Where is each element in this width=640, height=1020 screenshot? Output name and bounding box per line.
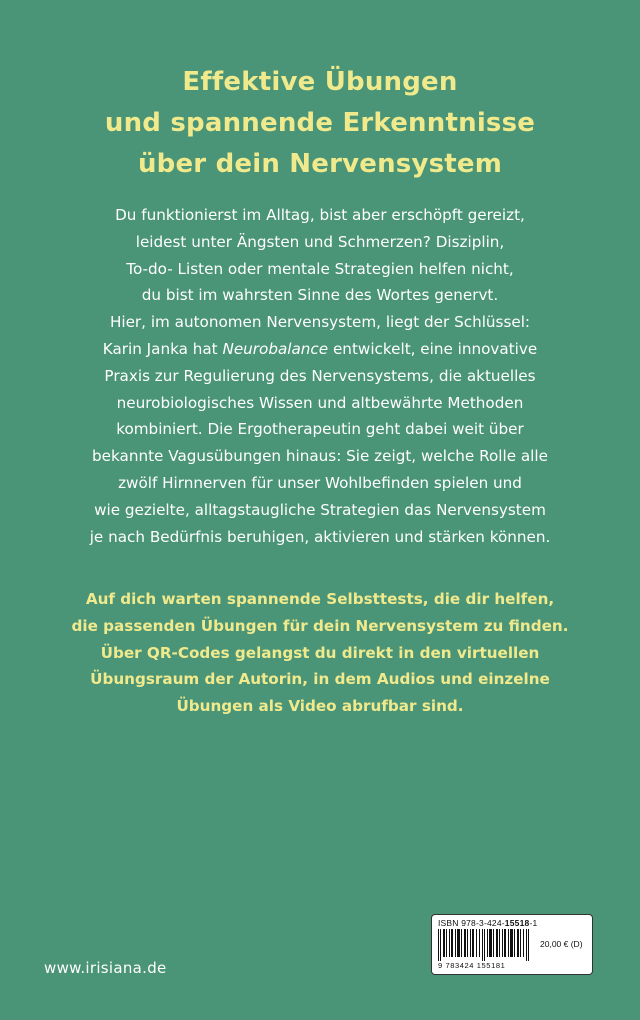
headline-line-1: Effektive Übungen bbox=[182, 67, 458, 97]
highlight-line: Übungen als Video abrufbar sind. bbox=[176, 697, 464, 716]
highlight-line: Auf dich warten spannende Selbsttests, die dir helfen, bbox=[85, 590, 555, 608]
description-text: Karin Janka hat bbox=[102, 339, 223, 358]
description-line bbox=[0, 336, 640, 363]
description-line: zwölf Hirnnerven für unser Wohlbefinden spielen und bbox=[118, 473, 522, 492]
headline-line-2: und spannende Erkenntnisse bbox=[104, 108, 536, 138]
description-line: kombiniert. Die Ergotherapeutin geht dabei weit über bbox=[116, 420, 524, 439]
description-line: du bist im wahrsten Sinne des Wortes genervt. bbox=[141, 286, 499, 305]
highlight-line: Übungsraum der Autorin, in dem Audios und einzelne bbox=[90, 670, 550, 689]
barcode-label bbox=[431, 914, 593, 975]
method-name: Neurobalance bbox=[222, 339, 329, 358]
description-line: bekannte Vagusübungen hinaus: Sie zeigt, welche Rolle alle bbox=[92, 447, 548, 466]
description-line: Hier, im autonomen Nervensystem, liegt der Schlüssel: bbox=[109, 313, 531, 332]
description-line: je nach Bedürfnis beruhigen, aktivieren und stärken können. bbox=[89, 527, 551, 546]
description-line: leidest unter Ängsten und Schmerzen? Disziplin, bbox=[135, 232, 505, 251]
barcode-icon bbox=[436, 929, 536, 961]
price-label: 20,00 € (D) bbox=[540, 939, 583, 949]
highlight-line: Über QR-Codes gelangst du direkt in den virtuellen bbox=[100, 643, 540, 662]
description-paragraph bbox=[0, 202, 640, 550]
description-line: To-do- Listen oder mentale Strategien helfen nicht, bbox=[126, 259, 514, 278]
description-line: wie gezielte, alltagstaugliche Strategien das Nervensystem bbox=[94, 500, 546, 519]
description-text: entwickelt, eine innovative bbox=[328, 339, 538, 358]
barcode-digits: 9 783424 155181 bbox=[438, 961, 506, 970]
highlight-line: die passenden Übungen für dein Nervensystem zu finden. bbox=[71, 616, 569, 635]
publisher-website: www.irisiana.de bbox=[44, 959, 167, 977]
headline-line-3: über dein Nervensystem bbox=[137, 149, 503, 179]
description-line: neurobiologisches Wissen und altbewährte Methoden bbox=[116, 393, 524, 412]
description-line: Du funktionierst im Alltag, bist aber erschöpft gereizt, bbox=[115, 206, 525, 224]
description-line: Praxis zur Regulierung des Nervensystems, die aktuelles bbox=[104, 366, 536, 385]
highlight-paragraph bbox=[0, 586, 640, 720]
isbn-number: ISBN 978-3-424-15518-1 bbox=[438, 918, 538, 928]
headline bbox=[0, 62, 640, 185]
